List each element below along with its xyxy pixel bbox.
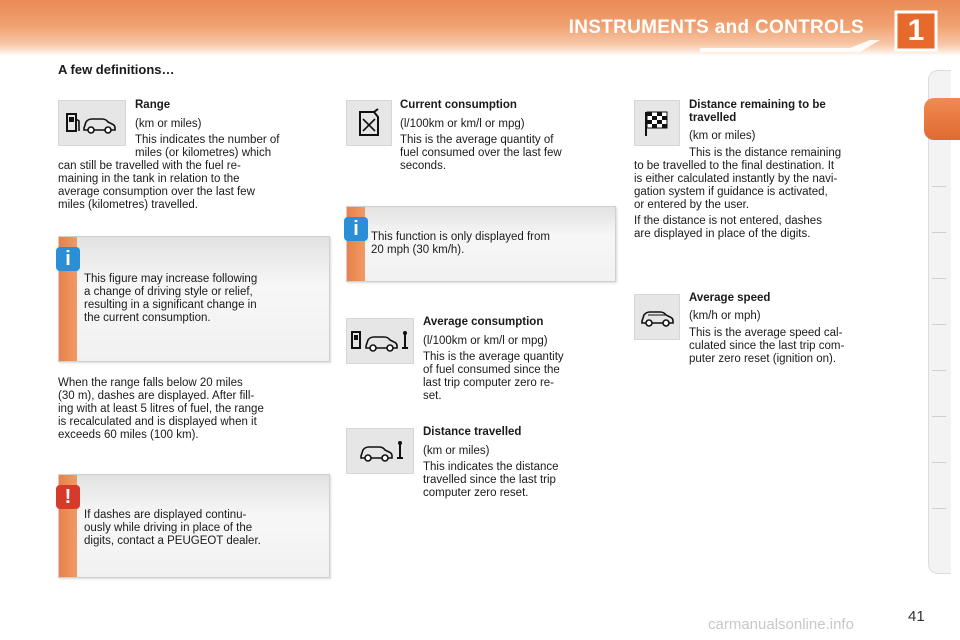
distance-remaining-body-line: or entered by the user. <box>634 199 750 211</box>
average-consumption-icon <box>346 318 414 364</box>
sidebar-tab-current-chapter[interactable] <box>924 98 960 140</box>
watermark: carmanualsonline.info <box>708 616 854 633</box>
distance-travelled-body-line: travelled since the last trip <box>423 474 556 486</box>
average-speed-body-line: puter zero reset (ignition on). <box>689 353 837 365</box>
note-text-line: resulting in a significant change in <box>84 299 257 311</box>
sidebar-tab-divider <box>932 462 946 463</box>
distance-remaining-body-line: This is the distance remaining <box>689 147 842 159</box>
average-consumption-body-line: set. <box>423 390 442 402</box>
range-body-line: This indicates the number of <box>135 134 280 146</box>
distance-remaining-note-line: are displayed in place of the digits. <box>634 228 811 240</box>
header-swoosh-decoration <box>700 40 880 52</box>
distance-remaining-body-line: is either calculated instantly by the navi- <box>634 173 838 185</box>
average-consumption-body-line: of fuel consumed since the <box>423 364 560 376</box>
average-speed-unit: (km/h or mph) <box>689 310 761 322</box>
range-dashes-line: When the range falls below 20 miles <box>58 377 243 389</box>
range-dashes-line: exceeds 60 miles (100 km). <box>58 429 199 441</box>
distance-travelled-icon <box>346 428 414 474</box>
note-text-line: If dashes are displayed continu- <box>84 509 247 521</box>
current-consumption-body-line: fuel consumed over the last few <box>400 147 562 159</box>
sidebar-tab-divider <box>932 508 946 509</box>
range-body-line: miles (or kilometres) which <box>135 147 272 159</box>
distance-remaining-note-line: If the distance is not entered, dashes <box>634 215 822 227</box>
range-dashes-line: is recalculated and is displayed when it <box>58 416 257 428</box>
range-dashes-line: (30 m), dashes are displayed. After fill- <box>58 390 255 402</box>
average-consumption-unit: (l/100km or km/l or mpg) <box>423 335 548 347</box>
info-icon: i <box>344 217 368 241</box>
range-body-line: miles (kilometres) travelled. <box>58 199 198 211</box>
note-text-line: a change of driving style or relief, <box>84 286 253 298</box>
distance-travelled-title: Distance travelled <box>423 426 522 438</box>
average-consumption-body-line: last trip computer zero re- <box>423 377 555 389</box>
page-number: 41 <box>908 608 925 625</box>
note-text-line: This figure may increase following <box>84 273 258 285</box>
note-text-line: 20 mph (30 km/h). <box>371 244 465 256</box>
sidebar-tab-divider <box>932 324 946 325</box>
chapter-title: INSTRUMENTS and CONTROLS <box>568 17 864 38</box>
current-consumption-title: Current consumption <box>400 99 517 111</box>
note-text-line: This function is only displayed from <box>371 231 550 243</box>
note-text-line: digits, contact a PEUGEOT dealer. <box>84 535 261 547</box>
average-speed-icon <box>634 294 680 340</box>
range-body-line: average consumption over the last few <box>58 186 255 198</box>
sidebar-tab-divider <box>932 416 946 417</box>
sidebar-tab-divider <box>932 232 946 233</box>
distance-travelled-unit: (km or miles) <box>423 445 490 457</box>
chapter-number-badge <box>892 8 940 54</box>
range-dashes-line: ing with at least 5 litres of fuel, the range <box>58 403 264 415</box>
current-consumption-body-line: seconds. <box>400 160 447 172</box>
distance-travelled-body-line: This indicates the distance <box>423 461 559 473</box>
current-consumption-icon <box>346 100 392 146</box>
warning-note-dashes <box>58 474 330 578</box>
distance-remaining-title: Distance remaining to be <box>689 99 826 111</box>
sidebar-tab-divider <box>932 370 946 371</box>
average-consumption-title: Average consumption <box>423 316 544 328</box>
range-icon <box>58 100 126 146</box>
chapter-sidebar <box>928 70 951 574</box>
range-title: Range <box>135 99 171 111</box>
info-note-current-consumption <box>346 206 616 282</box>
sidebar-tab-divider <box>932 186 946 187</box>
page-subtitle: A few definitions… <box>58 62 175 77</box>
distance-remaining-body-line: to be travelled to the final destination. It <box>634 160 835 172</box>
note-text-line: the current consumption. <box>84 312 211 324</box>
distance-remaining-unit: (km or miles) <box>689 130 756 142</box>
warning-icon: ! <box>56 485 80 509</box>
distance-remaining-title: travelled <box>689 112 737 124</box>
current-consumption-body-line: This is the average quantity of <box>400 134 554 146</box>
average-speed-body-line: culated since the last trip com- <box>689 340 845 352</box>
range-body-line: can still be travelled with the fuel re- <box>58 160 241 172</box>
current-consumption-unit: (l/100km or km/l or mpg) <box>400 118 525 130</box>
average-speed-title: Average speed <box>689 292 771 304</box>
range-body-line: maining in the tank in relation to the <box>58 173 240 185</box>
distance-remaining-body-line: gation system if guidance is activated, <box>634 186 828 198</box>
average-consumption-body-line: This is the average quantity <box>423 351 564 363</box>
distance-travelled-body-line: computer zero reset. <box>423 487 529 499</box>
chapter-number: 1 <box>907 14 925 47</box>
checkered-flag-icon <box>634 100 680 146</box>
range-unit: (km or miles) <box>135 118 202 130</box>
sidebar-tab-divider <box>932 278 946 279</box>
page-header <box>0 0 960 56</box>
info-icon: i <box>56 247 80 271</box>
average-speed-body-line: This is the average speed cal- <box>689 327 843 339</box>
note-text-line: ously while driving in place of the <box>84 522 253 534</box>
info-note-range <box>58 236 330 362</box>
